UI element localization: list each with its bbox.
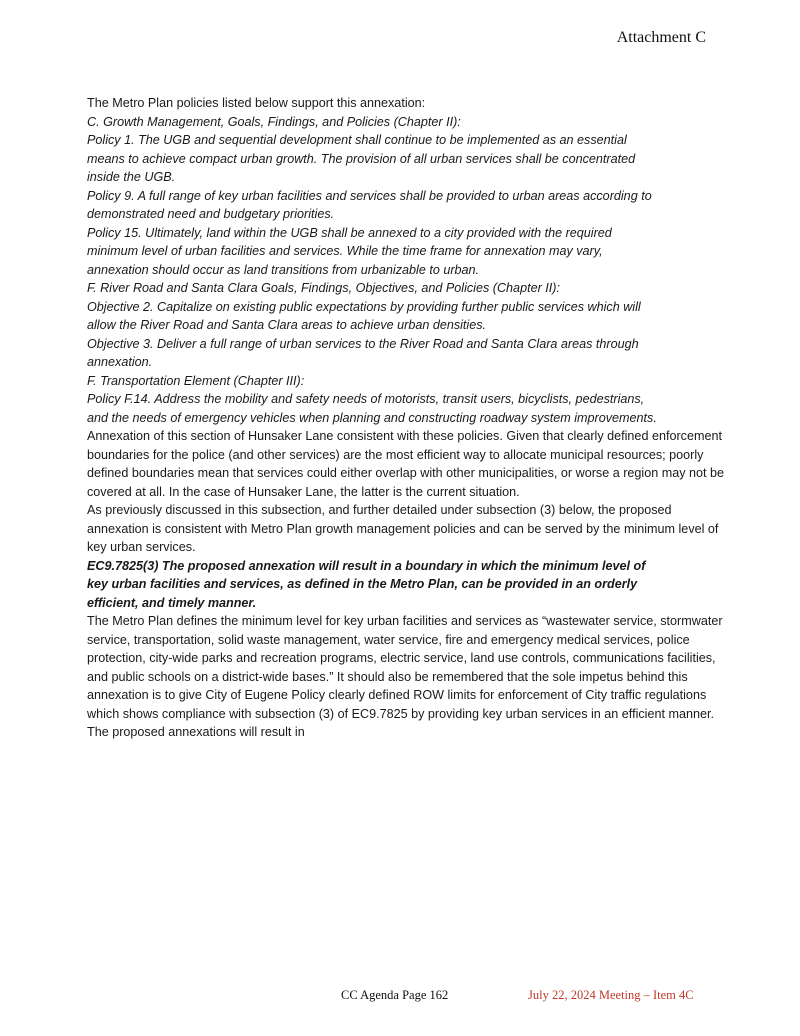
paragraph-metro-plan-definition: The Metro Plan defines the minimum level for key urban facilities and services as “wastewater service, stormwater service, transportation, solid waste management, water service, fire and emergency medical services, police protection, city-wide parks and recreation programs, electric service, land use controls, communications facilities, and public schools on a district-wide bases.” It should also be remembered that the sole impetus behind this annexation is to give City of Eugene Policy clearly defined ROW limits for enforcement of City traffic regulations which shows compliance with subsection (3) of EC9.7825 by providing key urban services in an efficient manner. The proposed annexations will result in — [87, 614, 723, 739]
policy-9: Policy 9. A full range of key urban facilities and services shall be provided to urban areas according to demonstrated need and budgetary priorities. — [87, 188, 652, 221]
section-heading-river-road: F. River Road and Santa Clara Goals, Findings, Objectives, and Policies (Chapter II): — [87, 281, 560, 295]
criterion-ec9-7825-3: EC9.7825(3) The proposed annexation will result in a boundary in which the minimum level of key urban facilities and services, as defined in the Metro Plan, can be provided in an orderly efficient, and timely manner. — [87, 558, 646, 610]
objective-3: Objective 3. Deliver a full range of urban services to the River Road and Santa Clara areas through annexation. — [87, 336, 639, 369]
section-heading-transportation: F. Transportation Element (Chapter III): — [87, 373, 305, 388]
paragraph-hunsaker-lane: Annexation of this section of Hunsaker Lane consistent with these policies. Given that clearly defined enforcement boundaries for the police (and other services) are the most efficient way to allocate municipal resources; poorly defined boundaries mean that services could either overlap with other municipalities, or worse a region may not be covered at all. In the case of Hunsaker Lane, the latter is the current situation. — [87, 429, 725, 499]
document-body — [87, 94, 727, 742]
objective-2: Objective 2. Capitalize on existing public expectations by providing further public services which will allow the River Road and Santa Clara areas to achieve urban densities. — [87, 299, 641, 332]
intro-text: The Metro Plan policies listed below support this annexation: — [87, 96, 426, 110]
paragraph-previously-discussed: As previously discussed in this subsection, and further detailed under subsection (3) below, the proposed annexation is consistent with Metro Plan growth management policies and can be served by the minimum level of key urban services. — [87, 503, 719, 554]
footer-page-number: CC Agenda Page 162 — [341, 988, 449, 1002]
section-heading-growth-management: C. Growth Management, Goals, Findings, and Policies (Chapter II): — [87, 114, 461, 129]
policy-15: Policy 15. Ultimately, land within the UGB shall be annexed to a city provided with the required minimum level of urban facilities and services. While the time frame for annexation may vary, annexation should occur as land transitions from urbanizable to urban. — [87, 225, 612, 277]
policy-f14: Policy F.14. Address the mobility and safety needs of motorists, transit users, bicyclists, pedestrians, and the needs of emergency vehicles when planning and constructing roadway system improvements. — [87, 392, 657, 425]
policy-1: Policy 1. The UGB and sequential development shall continue to be implemented as an essential means to achieve compact urban growth. The provision of all urban services shall be concentrated inside the UGB. — [87, 133, 636, 184]
attachment-label: Attachment C — [616, 29, 706, 46]
footer-meeting-label: July 22, 2024 Meeting – Item 4C — [528, 988, 694, 1002]
